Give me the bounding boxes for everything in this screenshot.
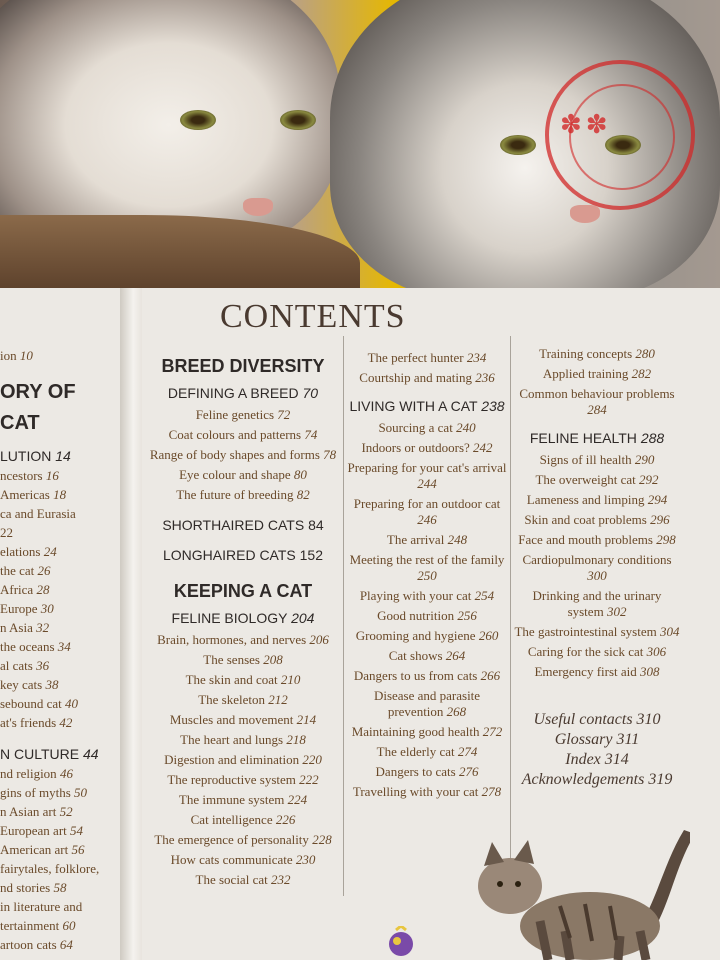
toc-entry-title: Americas [0,487,50,502]
toc-entry-title: al cats [0,658,33,673]
toc-entry [148,872,338,888]
toc-entry-title: Africa [0,582,34,597]
toc-entry-title: Sourcing a cat [378,420,453,435]
toc-entry-page-number: 278 [481,784,502,799]
toc-entry-page-number: 310 [636,711,661,728]
toc-entry-title: Drinking and the urinary system [532,588,662,619]
toc-entry [346,688,508,720]
toc-entry [148,752,338,768]
toc-entry-title: sebound cat [0,696,62,711]
toc-entry-page-number: 308 [640,664,660,679]
toc-entry-page-number: 18 [53,487,67,502]
toc-entry-page-number: 302 [606,604,627,619]
toc-entry-title: ca and Eurasia [0,506,76,521]
toc-entry [148,487,338,503]
toc-entry [514,710,680,730]
toc-entry-page-number: 276 [458,764,479,779]
toc-entry-page-number: 14 [55,448,71,464]
toc-entry-page-number: 242 [473,440,493,455]
column-divider [343,336,344,896]
toc-entry-title: Emergency first aid [534,664,637,679]
cat-eye-left [500,135,536,155]
toc-entry [148,832,338,848]
toc-entry-page-number: 280 [635,346,655,361]
toc-entry-page-number: 228 [312,832,332,847]
toc-entry-title: N CULTURE [0,746,80,762]
toc-entry [0,468,112,484]
toc-entry [148,652,338,668]
toc-entry-title: The elderly cat [376,744,455,759]
toc-entry-title: The overweight cat [535,472,636,487]
toc-entry-page-number: 32 [36,620,50,635]
toc-entry [0,525,112,541]
toc-entry-page-number: 319 [648,771,673,788]
toc-entry-title: n Asian art [0,804,57,819]
toc-entry-page-number: 208 [263,652,283,667]
toc-entry-title: Common behaviour problems [519,386,675,401]
toc-entry-title: elations [0,544,41,559]
toc-entry-title: The emergence of personality [154,832,309,847]
toc-entry-page-number: 298 [656,532,676,547]
toc-entry [0,842,112,858]
toc-entry [346,744,508,760]
toc-entry [514,552,680,584]
toc-entry [148,712,338,728]
toc-entry [0,506,112,522]
toc-entry-page-number: 294 [647,492,668,507]
toc-entry [0,658,112,674]
toc-entry [346,552,508,584]
toc-entry [0,487,112,503]
toc-entry [514,588,680,620]
toc-entry-page-number: 80 [293,467,307,482]
toc-entry-title: nd religion [0,766,57,781]
toc-entry [0,620,112,636]
section-heading: BREED DIVERSITY [161,356,325,376]
toc-entry-page-number: 296 [650,512,670,527]
subsection-heading: LIVING WITH A CAT 238 [349,398,505,414]
toc-entry-title: European art [0,823,67,838]
toc-entry [346,764,508,780]
toc-entry-page-number: 236 [475,370,495,385]
toc-entry-page-number: 220 [302,752,322,767]
toc-entry [346,784,508,800]
toc-entry-title: LUTION [0,448,52,464]
toc-entry-title: gins of myths [0,785,71,800]
toc-entry-title: n Asia [0,620,33,635]
tabby-kitten-image [470,826,690,960]
toc-entry [514,472,680,488]
toc-entry-page-number: 78 [323,447,337,462]
toc-entry-page-number: 234 [466,350,487,365]
toc-entry-title: Europe [0,601,38,616]
toc-entry-title: Eye colour and shape [179,467,291,482]
toc-entry-title: nd stories [0,880,51,895]
toc-entry-page-number: 268 [446,704,467,719]
toc-entry [148,632,338,648]
toc-entry [514,512,680,528]
toc-entry-page-number: 248 [447,532,468,547]
toc-entry [346,460,508,492]
toc-entry [514,624,680,640]
toc-entry-page-number: 52 [59,804,73,819]
toc-entry-title: The senses [203,652,260,667]
toc-entry-page-number: 266 [480,668,501,683]
toc-entry [346,350,508,366]
toc-entry-title: The skeleton [198,692,266,707]
toc-entry-title: Coat colours and patterns [168,427,302,442]
toc-entry [0,677,112,693]
toc-entry [0,639,112,655]
toc-entry-page-number: 56 [71,842,85,857]
toc-entry-page-number: 218 [286,732,306,747]
toc-entry-page-number: 290 [634,452,655,467]
contents-column-1 [148,350,338,892]
toc-entry-page-number: 222 [299,772,319,787]
toc-entry [514,644,680,660]
toc-entry-page-number: 30 [40,601,54,616]
toc-entry-title: The reproductive system [167,772,296,787]
toc-entry-title: 22 [0,525,13,540]
toc-entry-title: Acknowledgements [521,771,645,788]
toc-entry-title: Skin and coat problems [524,512,647,527]
toc-entry-title: artoon cats [0,937,57,952]
toc-entry-page-number: 64 [59,937,73,952]
toc-entry [0,785,112,801]
toc-entry-title: Preparing for an outdoor cat [353,496,501,511]
stamp-glyph: ✽✽ [560,110,612,140]
toc-entry-page-number: 244 [417,476,437,491]
toc-entry-title: Index [565,751,601,768]
toc-entry [514,730,680,750]
toc-entry-title: Caring for the sick cat [527,644,644,659]
toc-entry-title: How cats communicate [170,852,293,867]
toc-entry-page-number: 34 [57,639,71,654]
toc-entry [0,348,112,364]
toc-entry [0,696,112,712]
toc-entry-page-number: 284 [587,402,607,417]
toc-entry-title: Useful contacts [533,711,633,728]
toc-entry [514,750,680,770]
toc-entry-title: Meeting the rest of the family [349,552,505,567]
toc-entry-page-number: 246 [417,512,437,527]
toc-entry-page-number: 260 [478,628,499,643]
toc-entry-title: the cat [0,563,35,578]
toc-entry-page-number: 46 [59,766,73,781]
toc-entry-title: The immune system [178,792,285,807]
subsection-heading: FELINE HEALTH 288 [529,430,665,446]
toc-entry-title: Courtship and mating [359,370,472,385]
toc-entry [0,766,112,782]
toc-entry-title: The social cat [195,872,268,887]
toc-entry-page-number: 292 [639,472,659,487]
cat-toy-image [386,926,416,960]
toc-entry-title: Training concepts [539,346,633,361]
toc-entry-title: Playing with your cat [359,588,472,603]
cat-eye-left [180,110,216,130]
toc-entry-page-number: 74 [304,427,318,442]
toc-entry [148,732,338,748]
toc-entry [0,745,112,763]
toc-entry [148,672,338,688]
toc-entry-title: key cats [0,677,43,692]
toc-entry-page-number: 272 [482,724,503,739]
toc-entry [0,447,112,465]
toc-entry-title: Lameness and limping [526,492,645,507]
toc-entry-title: Muscles and movement [169,712,294,727]
toc-entry [148,427,338,443]
toc-entry [514,346,680,362]
toc-entry-title: Cat shows [388,648,443,663]
toc-entry-page-number: 210 [280,672,301,687]
toc-entry-title: Feline genetics [195,407,275,422]
toc-entry [0,880,112,896]
toc-entry [0,918,112,934]
toc-entry [0,823,112,839]
toc-entry [346,588,508,604]
toc-entry [0,544,112,560]
toc-entry [514,492,680,508]
toc-entry-page-number: 256 [457,608,477,623]
toc-entry-title: Disease and parasite prevention [373,688,481,719]
toc-entry-title: Signs of ill health [539,452,632,467]
toc-entry [148,852,338,868]
toc-entry [514,532,680,548]
toc-entry-page-number: 38 [45,677,59,692]
toc-entry-page-number: 314 [604,751,629,768]
left-page-fragment [0,348,112,956]
toc-entry [346,370,508,386]
toc-entry-title: Good nutrition [377,608,455,623]
toc-entry-title: Maintaining good health [351,724,480,739]
toc-entry-title: Brain, hormones, and nerves [157,632,307,647]
toc-entry-page-number: 60 [62,918,76,933]
toc-entry [0,715,112,731]
toc-entry-title: ion [0,348,17,363]
toc-entry-page-number: 274 [457,744,478,759]
toc-entry-page-number: 40 [64,696,78,711]
toc-entry-page-number: 82 [296,487,310,502]
cover-photo [0,0,720,300]
toc-entry-page-number: 304 [660,624,680,639]
toc-entry-title: Dangers to cats [375,764,456,779]
toc-entry-page-number: 42 [59,715,73,730]
toc-entry-title: The skin and coat [185,672,278,687]
toc-entry-page-number: 232 [270,872,291,887]
toc-entry [346,668,508,684]
toc-entry [148,467,338,483]
toc-entry [514,664,680,680]
toc-entry-title: Glossary [554,731,613,748]
toc-entry-title: ORY OF [0,381,76,403]
toc-entry-page-number: 250 [417,568,437,583]
toc-entry-title: Cardiopulmonary conditions [522,552,672,567]
toc-entry-title: The heart and lungs [180,732,284,747]
wooden-log [0,215,360,295]
toc-entry [346,648,508,664]
toc-entry-title: The gastrointestinal system [514,624,657,639]
toc-entry-title: fairytales, folklore, [0,861,100,876]
toc-entry-page-number: 300 [587,568,607,583]
toc-entry-page-number: 226 [275,812,296,827]
toc-entry-page-number: 224 [287,792,308,807]
toc-entry-page-number: 26 [37,563,51,578]
subsection-heading: FELINE BIOLOGY 204 [171,610,315,626]
toc-entry-title: American art [0,842,69,857]
toc-entry-title: Face and mouth problems [518,532,653,547]
toc-entry-title: Indoors or outdoors? [361,440,470,455]
toc-entry [514,770,680,790]
toc-entry-page-number: 230 [295,852,316,867]
toc-entry-page-number: 206 [309,632,329,647]
toc-entry [0,409,112,437]
toc-entry [0,601,112,617]
toc-entry [0,563,112,579]
toc-entry-title: ncestors [0,468,43,483]
toc-entry-page-number: 212 [268,692,288,707]
toc-entry-title: The arrival [386,532,445,547]
toc-entry-page-number: 282 [631,366,652,381]
toc-entry-page-number: 240 [456,420,476,435]
section-heading: KEEPING A CAT [173,581,313,601]
toc-entry-page-number: 24 [43,544,57,559]
toc-entry [148,407,338,423]
toc-entry [346,532,508,548]
subsection-heading: SHORTHAIRED CATS 84 [162,517,324,533]
toc-entry-title: The future of breeding [176,487,294,502]
toc-entry-page-number: 54 [70,823,84,838]
toc-entry-page-number: 254 [474,588,495,603]
toc-entry-title: Range of body shapes and forms [149,447,320,462]
toc-entry-page-number: 44 [82,746,99,762]
toc-entry-title: Digestion and elimination [164,752,300,767]
contents-column-2 [346,350,508,804]
toc-entry-page-number: 16 [45,468,59,483]
toc-entry-page-number: 50 [74,785,88,800]
toc-entry [0,378,112,406]
toc-entry-page-number: 306 [646,644,667,659]
toc-entry-title: Dangers to us from cats [353,668,478,683]
toc-entry [346,724,508,740]
toc-entry-page-number: 311 [616,731,640,748]
toc-entry [346,440,508,456]
toc-entry-page-number: 28 [36,582,50,597]
cat-nose [243,198,273,216]
book-spine-fold [120,288,142,960]
toc-entry [148,812,338,828]
toc-entry [0,861,112,877]
toc-entry [148,692,338,708]
toc-entry-page-number: 264 [445,648,466,663]
toc-entry-page-number: 72 [277,407,291,422]
toc-entry-title: in literature and [0,899,83,914]
toc-entry [148,447,338,463]
subsection-heading: LONGHAIRED CATS 152 [162,547,323,563]
page-title: CONTENTS [220,298,406,335]
toc-entry [514,386,680,418]
toc-entry-title: Cat intelligence [190,812,273,827]
toc-entry [0,582,112,598]
toc-entry [0,899,112,915]
toc-entry-page-number: 58 [53,880,67,895]
toc-entry [148,772,338,788]
toc-entry [346,628,508,644]
toc-entry [346,608,508,624]
cat-nose [570,205,600,223]
toc-entry-title: Preparing for your cat's arrival [347,460,507,475]
toc-entry-page-number: 36 [36,658,50,673]
toc-entry-title: Grooming and hygiene [355,628,476,643]
column-divider [510,336,511,896]
toc-entry-page-number: 10 [19,348,33,363]
toc-entry [0,937,112,953]
contents-column-3 [514,346,680,790]
toc-entry [514,366,680,382]
toc-entry-title: at's friends [0,715,57,730]
toc-entry-title: Applied training [542,366,629,381]
toc-entry [148,792,338,808]
toc-entry [0,804,112,820]
toc-entry [346,420,508,436]
toc-entry-title: tertainment [0,918,60,933]
toc-entry-title: CAT [0,412,40,434]
toc-entry-title: The perfect hunter [367,350,464,365]
toc-entry-title: Travelling with your cat [352,784,479,799]
toc-entry [514,452,680,468]
toc-entry [346,496,508,528]
subsection-heading: DEFINING A BREED 70 [167,385,319,401]
toc-entry-title: the oceans [0,639,55,654]
toc-entry-page-number: 214 [296,712,317,727]
cat-eye-right [280,110,316,130]
